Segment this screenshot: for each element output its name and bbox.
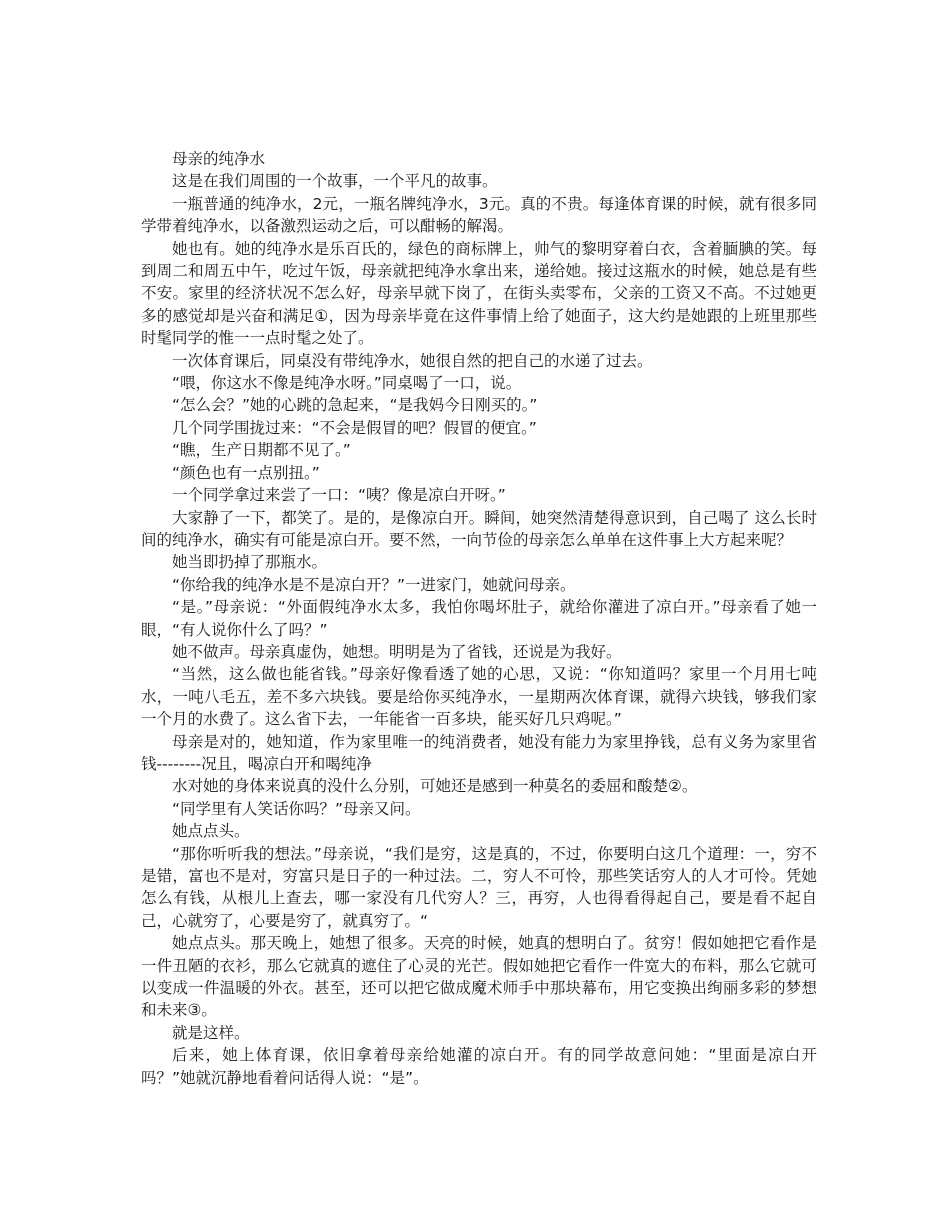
paragraph: 大家静了一下，都笑了。是的，是像凉白开。瞬间，她突然清楚得意识到，自己喝了 这么长时间的纯净水，确实有可能是凉白开。要不然，一向节俭的母亲怎么单单在这件事上大方起来呢？ <box>141 508 817 549</box>
paragraph: 她点点头。 <box>172 822 250 841</box>
paragraph: “同学里有人笑话你吗？”母亲又问。 <box>172 799 421 818</box>
paragraph: 几个同学围拢过来：“不会是假冒的吧？假冒的便宜。” <box>172 418 537 437</box>
document-body <box>141 148 817 1089</box>
paragraph: “怎么会？”她的心跳的急起来，“是我妈今日刚买的。” <box>172 396 538 415</box>
paragraph: 母亲是对的，她知道，作为家里唯一的纯消费者，她没有能力为家里挣钱，总有义务为家里省钱--------况且，喝凉白开和喝纯净 <box>141 732 817 773</box>
paragraph: “颜色也有一点别扭。” <box>172 463 320 482</box>
paragraph: 她点点头。那天晚上，她想了很多。天亮的时候，她真的想明白了。贫穷！假如她把它看作是一件丑陋的衣衫，那么它就真的遮住了心灵的光芒。假如她把它看作一件宽大的布料，那么它就可以变成一件温暖的外衣。甚至，还可以把它做成魔术师手中那块幕布，用它变换出绚丽多彩的梦想和未来③。 <box>141 934 817 1020</box>
paragraph: 她当即扔掉了那瓶水。 <box>172 553 328 572</box>
document-title: 母亲的纯净水 <box>172 150 266 168</box>
paragraph: 她也有。她的纯净水是乐百氏的，绿色的商标牌上，帅气的黎明穿着白衣，含着腼腆的笑。每到周二和周五中午，吃过午饭，母亲就把纯净水拿出来，递给她。接过这瓶水的时候，她总是有些不安。家里的经济状况不怎么好，母亲早就下岗了，在街头卖零布，父亲的工资又不高。不过她更多的感觉却是兴奋和满足①，因为母亲毕竟在这件事情上给了她面子，这大约是她跟的上班里那些时髦同学的惟一一点时髦之处了。 <box>141 239 817 348</box>
paragraph: 一瓶普通的纯净水，2元，一瓶名牌纯净水，3元。真的不贵。每逢体育课的时候，就有很多同学带着纯净水，以备激烈运动之后，可以酣畅的解渴。 <box>141 194 817 236</box>
paragraph: 一次体育课后，同桌没有带纯净水，她很自然的把自己的水递了过去。 <box>172 351 653 370</box>
paragraph: “是。”母亲说：“外面假纯净水太多，我怕你喝坏肚子，就给你灌进了凉白开。”母亲看了她一眼，“有人说你什么了吗？” <box>141 598 817 639</box>
paragraph: 一个同学拿过来尝了一口：“咦？像是凉白开呀。” <box>172 486 506 505</box>
paragraph: “你给我的纯净水是不是凉白开？”一进家门，她就问母亲。 <box>172 575 576 594</box>
paragraph: 后来，她上体育课，依旧拿着母亲给她灌的凉白开。有的同学故意问她：“里面是凉白开吗？”她就沉静地看着问话得人说：“是”。 <box>141 1046 817 1087</box>
paragraph: “那你听听我的想法。”母亲说，“我们是穷，这是真的，不过，你要明白这几个道理：一，穷不是错，富也不是对，穷富只是日子的一种过法。二，穷人不可怜，那些笑话穷人的人才可怜。凭她怎么有钱，从根儿上查去，哪一家没有几代穷人？三，再穷，人也得看得起自己，要是看不起自己，心就穷了，心要是穷了，就真穷了。“ <box>141 844 817 930</box>
paragraph: “瞧，生产日期都不见了。” <box>172 441 351 460</box>
paragraph: “当然，这么做也能省钱。”母亲好像看透了她的心思，又说：“你知道吗？家里一个月用七吨水，一吨八毛五，差不多六块钱。要是给你买纯净水，一星期两次体育课，就得六块钱，够我们家一个月的水费了。这么省下去，一年能省一百多块，能买好几只鸡呢。” <box>141 665 817 729</box>
paragraph: 这是在我们周围的一个故事，一个平凡的故事。 <box>172 172 498 191</box>
paragraph: 就是这样。 <box>172 1023 250 1042</box>
paragraph: 水对她的身体来说真的没什么分别，可她还是感到一种莫名的委屈和酸楚②。 <box>172 777 698 796</box>
paragraph: 她不做声。母亲真虚伪，她想。明明是为了省钱，还说是为我好。 <box>172 642 622 661</box>
paragraph: “喂，你这水不像是纯净水呀。”同桌喝了一口，说。 <box>172 374 522 393</box>
